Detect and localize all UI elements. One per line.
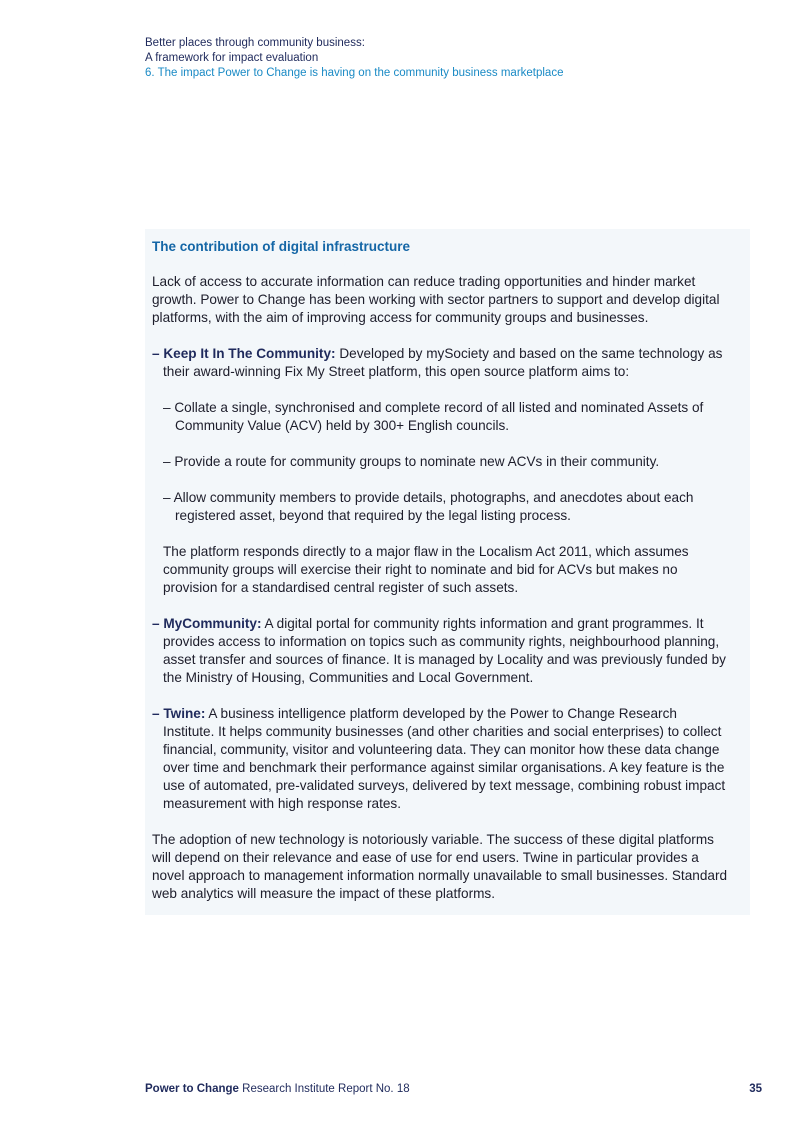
dash: – xyxy=(163,490,174,505)
header-title-line2: A framework for impact evaluation xyxy=(145,52,319,64)
box-title: The contribution of digital infrastructure xyxy=(152,239,410,254)
running-header xyxy=(145,36,563,81)
header-title-line1: Better places through community business: xyxy=(145,37,365,49)
dash: – xyxy=(152,616,164,631)
sub-list-item xyxy=(163,489,730,525)
intro-paragraph: Lack of access to accurate information can reduce trading opportunities and hinder market growth. Power to Change has been working with sector partners to support and develop digital platforms, with the aim of improving access for community groups and businesses. xyxy=(152,274,720,325)
list-item-keep-it-in-the-community xyxy=(152,345,730,381)
sub-item-text: Collate a single, synchronised and complete record of all listed and nominated Assets of Community Value (ACV) held by 300+ English councils. xyxy=(174,400,704,433)
dash: – xyxy=(152,706,164,721)
item-text: A business intelligence platform developed by the Power to Change Research Institute. It helps community businesses (and other charities and social enterprises) to collect financial, community, visitor and volunteering data. They can monitor how these data change over time and benchmark their performance against similar organisations. A key feature is the use of automated, pre-validated surveys, delivered by text message, combining robust impact measurement with high response rates. xyxy=(163,706,726,811)
header-chapter: 6. The impact Power to Change is having on the community business marketplace xyxy=(145,67,564,79)
sub-list xyxy=(152,399,730,525)
footer xyxy=(145,1083,410,1095)
list-item-mycommunity xyxy=(152,615,730,687)
list-item-twine xyxy=(152,705,730,813)
item-label: Twine: xyxy=(163,706,206,721)
localism-act-paragraph: The platform responds directly to a major flaw in the Localism Act 2011, which assumes community groups will exercise their right to nominate and bid for ACVs but makes no provision for a standardised central register of such assets. xyxy=(163,544,689,595)
sub-list-item xyxy=(163,399,730,435)
item-label: Keep It In The Community: xyxy=(163,346,336,361)
sub-item-text: Allow community members to provide details, photographs, and anecdotes about each registered asset, beyond that required by the legal listing process. xyxy=(173,490,694,523)
closing-paragraph: The adoption of new technology is notoriously variable. The success of these digital platforms will depend on their relevance and ease of use for end users. Twine in particular provides a novel approach to management information normally unavailable to small businesses. Standard web analytics will measure the impact of these platforms. xyxy=(152,832,728,901)
dash: – xyxy=(152,346,164,361)
page-number: 35 xyxy=(749,1083,762,1095)
digital-infrastructure-box xyxy=(145,229,750,915)
footer-brand: Power to Change xyxy=(145,1083,239,1095)
footer-report-title: Research Institute Report No. 18 xyxy=(238,1083,410,1095)
dash: – xyxy=(163,400,175,415)
item-label: MyCommunity: xyxy=(163,616,262,631)
dash: – xyxy=(163,454,175,469)
item-text: Developed by mySociety and based on the same technology as their award-winning Fix My Street platform, this open source platform aims to: xyxy=(163,346,723,379)
sub-list-item xyxy=(163,453,730,471)
item-text: A digital portal for community rights information and grant programmes. It provides access to information on topics such as community rights, neighbourhood planning, asset transfer and sources of finance. It is managed by Locality and was previously funded by the Ministry of Housing, Communities and Local Government. xyxy=(163,616,726,685)
sub-item-text: Provide a route for community groups to nominate new ACVs in their community. xyxy=(174,454,660,469)
